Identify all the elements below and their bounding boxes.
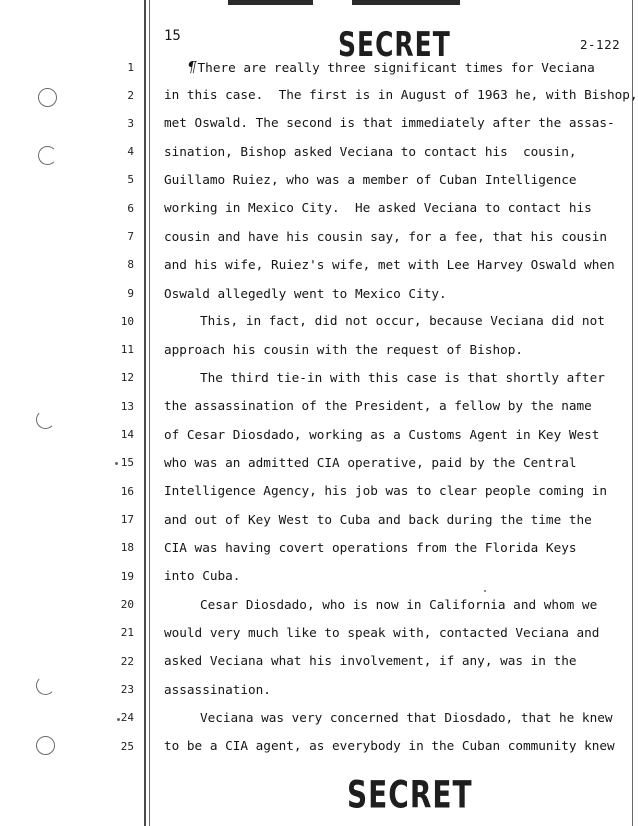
binder-hole-5 [36, 736, 55, 755]
text-line: working in Mexico City. He asked Veciana to contact his [164, 200, 592, 215]
text-line: Guillamo Ruiez, who was a member of Cuban Intelligence [164, 172, 577, 187]
text-line: would very much like to speak with, contacted Veciana and [164, 625, 600, 640]
line-number: 11 [120, 343, 134, 356]
text-line: CIA was having covert operations from the Florida Keys [164, 540, 577, 555]
line-number: 21 [120, 626, 134, 639]
text-line: and his wife, Ruiez's wife, met with Lee Harvey Oswald when [164, 257, 615, 272]
text-line: approach his cousin with the request of Bishop. [164, 342, 524, 357]
line-number: 1 [127, 61, 134, 74]
line-number: 18 [120, 541, 134, 554]
line-number: 23 [120, 683, 134, 696]
left-margin-line-inner [149, 0, 150, 826]
text-line: to be a CIA agent, as everybody in the Cuban community knew [164, 738, 615, 753]
text-line: into Cuba. [164, 568, 241, 583]
text-line: Cesar Diosdado, who is now in California and whom we [200, 597, 598, 612]
binder-hole-4 [36, 676, 55, 695]
text-line: assassination. [164, 682, 271, 697]
line-number: 25 [120, 740, 134, 753]
text-line: in this case. The first is in August of 1963 he, with Bishop, [164, 87, 638, 102]
line-number: 6 [127, 202, 134, 215]
page-number: 15 [164, 28, 181, 44]
scan-speck [484, 590, 486, 592]
classification-stamp-bottom: SECRET [347, 772, 473, 817]
line-number: 16 [120, 485, 134, 498]
text-line: The third tie-in with this case is that shortly after [200, 370, 605, 385]
text-line [187, 58, 595, 76]
binder-hole-1 [38, 88, 57, 107]
document-id: 2-122 [580, 37, 621, 52]
line-number: 15 [120, 456, 134, 469]
top-rule-left [228, 0, 313, 5]
text-line: the assassination of the President, a fellow by the name [164, 398, 592, 413]
line-number: 13 [120, 400, 134, 413]
text-line: sination, Bishop asked Veciana to contact his cousin, [164, 144, 577, 159]
line-number: 8 [127, 258, 134, 271]
paragraph-mark: ¶ [187, 58, 197, 76]
line-number: 17 [120, 513, 134, 526]
text-line: and out of Key West to Cuba and back during the time the [164, 512, 592, 527]
line-number: 10 [120, 315, 134, 328]
line-number: 24 [120, 711, 134, 724]
classification-stamp-top: SECRET [338, 24, 451, 65]
line-number: 3 [127, 117, 134, 130]
line-number: 5 [127, 173, 134, 186]
right-margin-line [632, 0, 633, 826]
text-line: cousin and have his cousin say, for a fee, that his cousin [164, 229, 608, 244]
text-line: who was an admitted CIA operative, paid by the Central [164, 455, 577, 470]
binder-hole-2 [38, 146, 57, 165]
text-line-content: There are really three significant times for Veciana [197, 60, 595, 75]
line-number: 2 [127, 89, 134, 102]
text-line: Intelligence Agency, his job was to clear people coming in [164, 483, 608, 498]
line-number: 19 [120, 570, 134, 583]
text-line: asked Veciana what his involvement, if any, was in the [164, 653, 577, 668]
line-number: 4 [127, 145, 134, 158]
line-number: 7 [127, 230, 134, 243]
text-line: Oswald allegedly went to Mexico City. [164, 286, 447, 301]
text-line: of Cesar Diosdado, working as a Customs Agent in Key West [164, 427, 600, 442]
text-line: Veciana was very concerned that Diosdado, that he knew [200, 710, 613, 725]
line-number: 9 [127, 287, 134, 300]
text-line: This, in fact, did not occur, because Veciana did not [200, 313, 605, 328]
left-margin-line [144, 0, 146, 826]
line-number: 20 [120, 598, 134, 611]
top-rule-right [352, 0, 460, 5]
scan-speck [117, 718, 120, 721]
binder-hole-3 [36, 410, 55, 429]
line-number: 22 [120, 655, 134, 668]
line-number: 12 [120, 371, 134, 384]
text-line: met Oswald. The second is that immediately after the assas- [164, 115, 615, 130]
line-number: 14 [120, 428, 134, 441]
scan-speck [115, 462, 118, 465]
